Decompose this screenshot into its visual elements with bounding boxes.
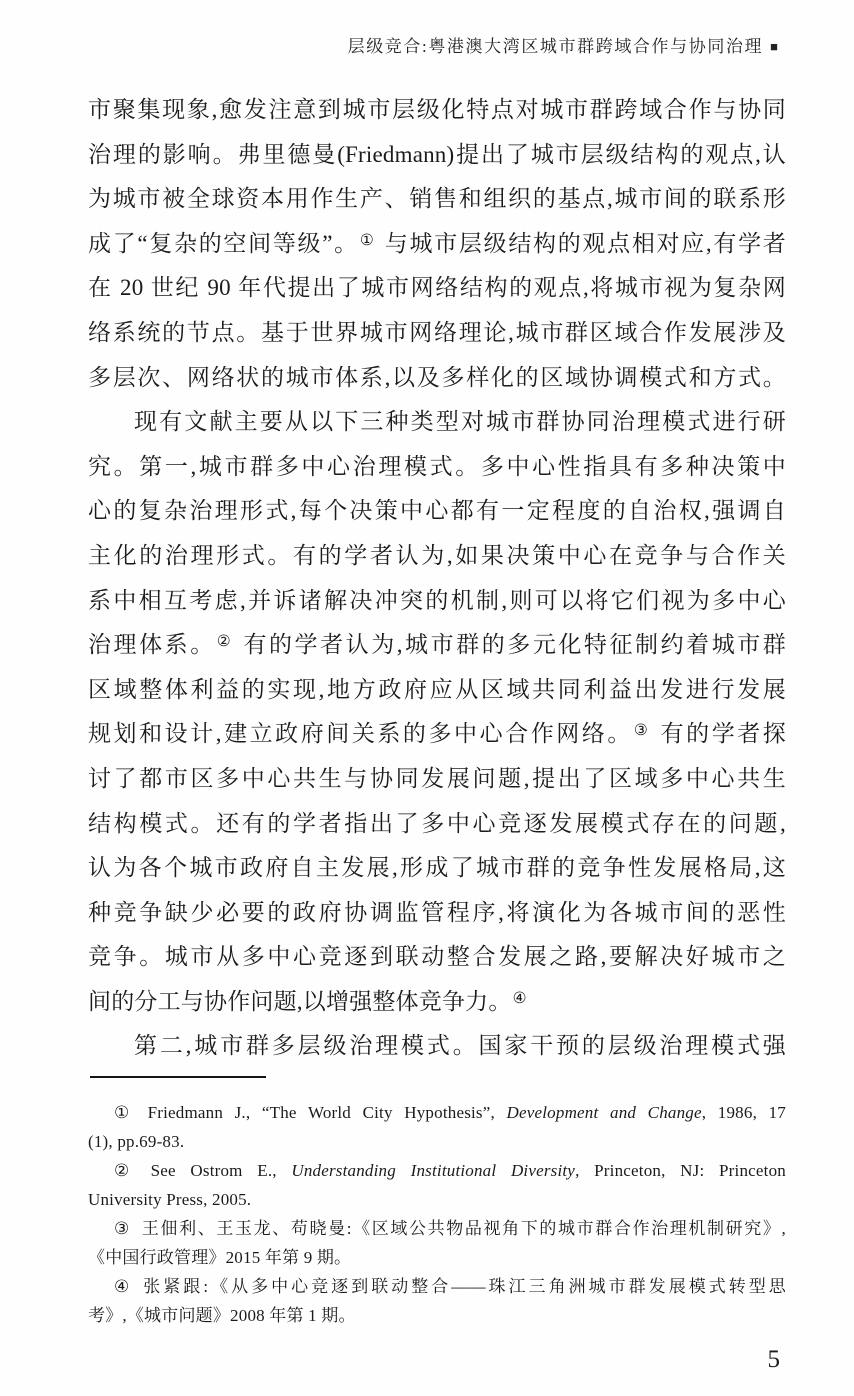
footnote-text: University Press, 2005. bbox=[88, 1190, 252, 1209]
footnote-marker: ② bbox=[114, 1161, 140, 1180]
footnote-title-italic: Understanding Institutional Diversity bbox=[291, 1161, 576, 1180]
body-line: 间的分工与协作问题,以增强整体竞争力。④ bbox=[88, 988, 527, 1014]
footnote-text: (1), pp.69-83. bbox=[88, 1132, 185, 1151]
footnote-line bbox=[88, 1301, 786, 1330]
footnote-text: Friedmann J., “The World City Hypothesis”, bbox=[147, 1103, 507, 1122]
body-line: 区域整体利益的实现,地方政府应从区域共同利益出发进行发展 bbox=[88, 676, 786, 702]
footnote-text: , Princeton, NJ: Princeton bbox=[575, 1161, 786, 1180]
body-line: 系中相互考虑,并诉诸解决冲突的机制,则可以将它们视为多中心 bbox=[88, 587, 786, 613]
footnote-divider bbox=[90, 1076, 266, 1078]
body-line: 结构模式。还有的学者指出了多中心竞逐发展模式存在的问题, bbox=[88, 810, 786, 836]
footnote-marker: ① bbox=[114, 1103, 137, 1122]
footnote-title-italic: Development and Change bbox=[506, 1103, 702, 1122]
page-number: 5 bbox=[767, 1346, 780, 1373]
body-line: 市聚集现象,愈发注意到城市层级化特点对城市群跨域合作与协同 bbox=[88, 97, 786, 122]
footnote-marker: ④ bbox=[114, 1277, 133, 1296]
body-line: 讨了都市区多中心共生与协同发展问题,提出了区域多中心共生 bbox=[88, 765, 786, 791]
footnote-ref: ③ bbox=[633, 722, 651, 740]
body-line: 为城市被全球资本用作生产、销售和组织的基点,城市间的联系形 bbox=[88, 186, 786, 212]
running-head bbox=[0, 32, 778, 57]
footnote-text: 考》,《城市问题》2008 年第 1 期。 bbox=[88, 1306, 356, 1325]
footnote-text: See Ostrom E., bbox=[150, 1161, 292, 1180]
footnote-line bbox=[88, 1156, 786, 1185]
footnote-line bbox=[88, 1214, 786, 1243]
footnotes bbox=[88, 1098, 786, 1330]
body-line: 第二,城市群多层级治理模式。国家干预的层级治理模式强 bbox=[134, 1033, 786, 1059]
square-bullet-icon: ■ bbox=[770, 39, 778, 54]
body-line: 络系统的节点。基于世界城市网络理论,城市群区域合作发展涉及 bbox=[88, 319, 786, 345]
body-line: 治理的影响。弗里德曼(Friedmann)提出了城市层级结构的观点,认 bbox=[88, 141, 786, 167]
footnote-text: , 1986, 17 bbox=[701, 1103, 787, 1122]
body-text bbox=[88, 88, 786, 1069]
body-line: 规划和设计,建立政府间关系的多中心合作网络。③ 有的学者探 bbox=[88, 721, 787, 747]
footnote-text: 张紧跟:《从多中心竞逐到联动整合——珠江三角洲城市群发展模式转型思 bbox=[143, 1277, 786, 1296]
body-line: 现有文献主要从以下三种类型对城市群协同治理模式进行研 bbox=[134, 409, 786, 435]
footnote-line bbox=[88, 1243, 786, 1272]
footnote-text: 王佃利、王玉龙、苟晓曼:《区域公共物品视角下的城市群合作治理机制研究》, bbox=[141, 1219, 786, 1238]
body-line: 竞争。城市从多中心竞逐到联动整合发展之路,要解决好城市之 bbox=[88, 944, 786, 970]
footnote-ref: ① bbox=[359, 231, 376, 249]
body-line: 心的复杂治理形式,每个决策中心都有一定程度的自治权,强调自 bbox=[88, 498, 786, 524]
body-line: 成了“复杂的空间等级”。① 与城市层级结构的观点相对应,有学者 bbox=[88, 230, 786, 256]
body-line: 种竞争缺少必要的政府协调监管程序,将演化为各城市间的恶性 bbox=[88, 899, 786, 925]
body-line: 认为各个城市政府自主发展,形成了城市群的竞争性发展格局,这 bbox=[88, 855, 786, 881]
running-head-title: 层级竞合:粤港澳大湾区城市群跨域合作与协同治理 bbox=[347, 37, 764, 56]
footnote-marker: ③ bbox=[114, 1219, 131, 1238]
body-line: 究。第一,城市群多中心治理模式。多中心性指具有多种决策中 bbox=[88, 453, 786, 479]
body-line: 主化的治理形式。有的学者认为,如果决策中心在竞争与合作关 bbox=[88, 542, 786, 568]
footnote-ref: ④ bbox=[512, 989, 527, 1007]
body-line: 多层次、网络状的城市体系,以及多样化的区域协调模式和方式。 bbox=[88, 364, 786, 390]
body-line: 在 20 世纪 90 年代提出了城市网络结构的观点,将城市视为复杂网 bbox=[88, 275, 786, 301]
footnote-line bbox=[88, 1185, 786, 1214]
footnote-line bbox=[88, 1127, 786, 1156]
footnote-ref: ② bbox=[216, 633, 234, 651]
body-line: 治理体系。② 有的学者认为,城市群的多元化特征制约着城市群 bbox=[88, 632, 786, 658]
footnote-text: 《中国行政管理》2015 年第 9 期。 bbox=[88, 1248, 352, 1267]
footnote-line bbox=[88, 1272, 786, 1301]
footnote-line bbox=[88, 1098, 786, 1127]
